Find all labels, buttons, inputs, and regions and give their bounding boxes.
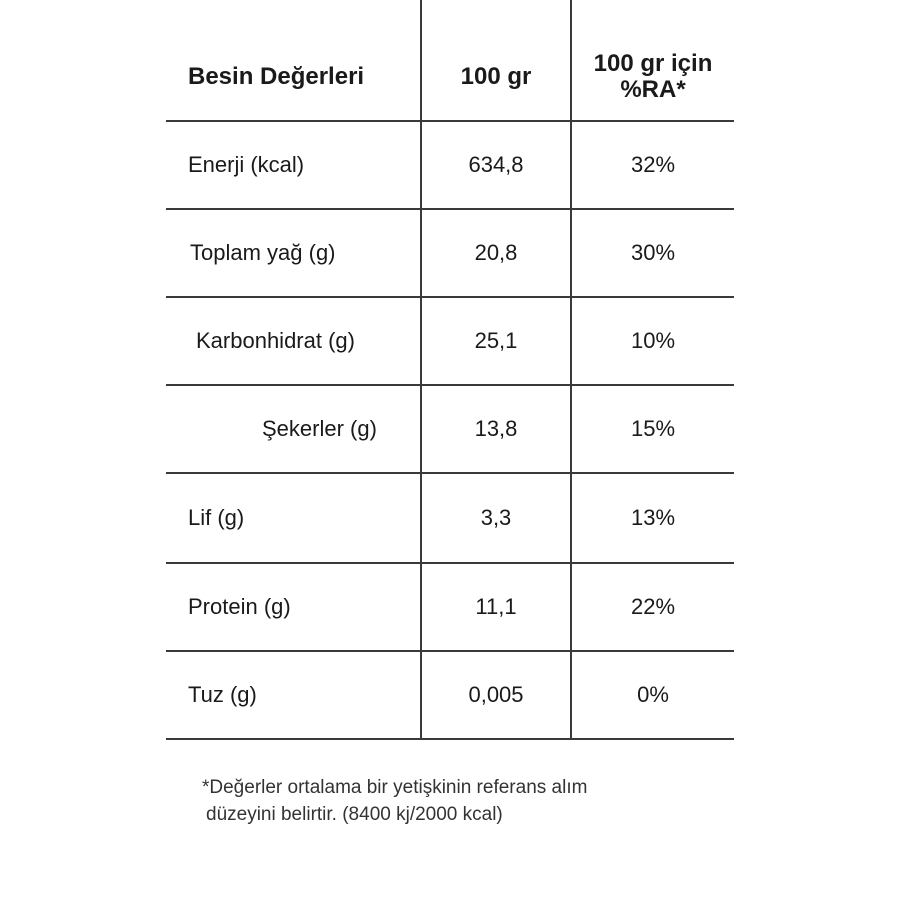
row-label: [188, 122, 418, 208]
row-ra: [572, 564, 734, 650]
row-ra: [572, 122, 734, 208]
row-value-text: 634,8: [468, 152, 524, 177]
row-label: [196, 298, 418, 384]
footnote-line-2: düzeyini belirtir. (8400 kj/2000 kcal): [206, 804, 503, 825]
row-ra-text: 10%: [630, 328, 676, 353]
header-nutrient: [188, 40, 418, 114]
row-label-text: Enerji (kcal): [188, 152, 305, 177]
row-ra: [572, 652, 734, 738]
row-ra: [572, 474, 734, 562]
row-label-text: Karbonhidrat (g): [196, 328, 355, 353]
row-label: [188, 474, 418, 562]
row-label-text: Lif (g): [188, 505, 245, 530]
row-label-sub: [262, 386, 418, 472]
row-label: [190, 210, 418, 296]
header-per-100g-text: 100 gr: [460, 63, 532, 90]
row-ra-text: 32%: [630, 152, 676, 177]
row-value-text: 3,3: [480, 505, 512, 530]
row-value-text: 25,1: [474, 328, 518, 353]
row-value: [422, 564, 570, 650]
row-label: [188, 564, 418, 650]
nutrition-table: [166, 0, 734, 740]
header-ra-line2: %RA*: [620, 76, 686, 103]
row-ra: [572, 210, 734, 296]
row-value-text: 0,005: [468, 682, 524, 707]
header-nutrient-text: Besin Değerleri: [188, 63, 365, 90]
header-ra-line1: 100 gr için: [593, 50, 713, 77]
row-value-text: 11,1: [475, 594, 517, 619]
row-ra-text: 13%: [630, 505, 676, 530]
footnote: [202, 774, 762, 828]
row-label-text: Protein (g): [188, 594, 291, 619]
row-ra-text: 22%: [630, 594, 676, 619]
row-value: [422, 122, 570, 208]
footnote-line-1: *Değerler ortalama bir yetişkinin referans alım: [202, 777, 588, 798]
row-value: [422, 652, 570, 738]
row-value: [422, 298, 570, 384]
header-per-100g: [422, 40, 570, 114]
row-value-text: 13,8: [474, 416, 518, 441]
row-divider: [166, 738, 734, 740]
row-label-text: Tuz (g): [188, 682, 257, 707]
row-label-text: Şekerler (g): [262, 416, 377, 441]
header-ra: [572, 40, 734, 114]
row-value: [422, 210, 570, 296]
row-value: [422, 474, 570, 562]
row-ra: [572, 298, 734, 384]
row-ra-text: 0%: [637, 682, 669, 707]
row-ra: [572, 386, 734, 472]
row-ra-text: 30%: [630, 240, 676, 265]
row-ra-text: 15%: [630, 416, 676, 441]
row-label: [188, 652, 418, 738]
row-value: [422, 386, 570, 472]
row-value-text: 20,8: [474, 240, 518, 265]
row-label-text: Toplam yağ (g): [190, 240, 336, 265]
